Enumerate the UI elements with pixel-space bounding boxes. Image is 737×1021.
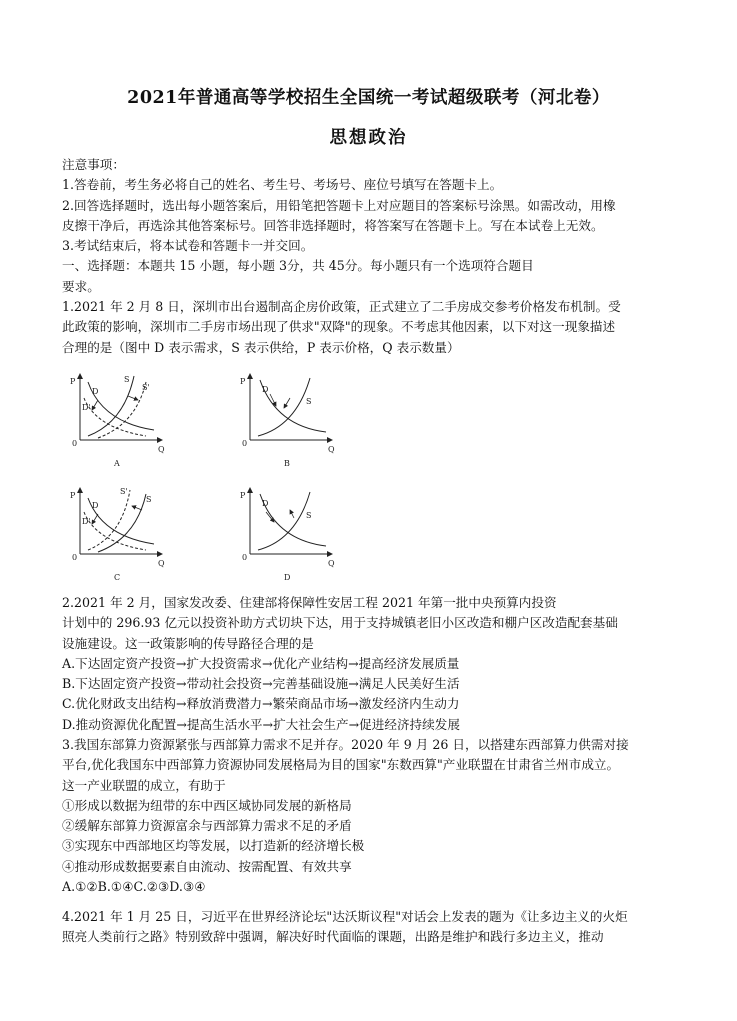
graph-a-shift-arrow (92, 400, 98, 410)
graph-b-origin: 0 (242, 439, 248, 448)
question-3-statement: ④推动形成数据要素自由流动、按需配置、有效共享 (62, 858, 352, 874)
graph-b-p-label: P (240, 377, 246, 386)
question-1-line: 1.2021 年 2 月 8 日，深圳市出台遏制高企房价政策，正式建立了二手房成交参考价格发布机制。受 (62, 299, 621, 315)
graph-d-d-label: D (262, 499, 269, 508)
graph-a-supply-shifted-curve (98, 382, 146, 438)
graph-b-q-label: Q (328, 445, 335, 454)
graph-c-origin: 0 (72, 553, 78, 562)
graph-d-shift-arrow (290, 510, 294, 518)
question-4-line: 照亮人类前行之路》特别致辞中强调，解决好时代面临的课题，出路是维护和践行多边主义，推动 (62, 929, 604, 945)
graph-c-shift-arrow (132, 506, 142, 510)
question-1-line: 合理的是（图中 D 表示需求，S 表示供给，P 表示价格，Q 表示数量） (62, 339, 460, 355)
note-line: 1.答卷前，考生务必将自己的姓名、考生号、考场号、座位号填写在答题卡上。 (62, 177, 503, 193)
question-2-option-d: D.推动资源优化配置→提高生活水平→扩大社会生产→促进经济持续发展 (62, 716, 460, 732)
notes-heading: 注意事项： (62, 157, 125, 172)
question-3-statement: ②缓解东部算力资源富余与西部算力需求不足的矛盾 (62, 818, 352, 834)
graph-a-d2-label: D' (82, 403, 91, 412)
question-2-option-c: C.优化财政支出结构→释放消费潜力→繁荣商品市场→激发经济内生动力 (62, 696, 460, 712)
notes-block (62, 155, 682, 358)
graph-d-option-label: D (284, 573, 291, 582)
note-line: 3.考试结束后，将本试卷和答题卡一并交回。 (62, 238, 314, 254)
question-4 (62, 907, 682, 948)
graph-b-demand-curve (260, 380, 326, 432)
graph-c-q-label: Q (158, 559, 165, 568)
note-line: 皮擦干净后，再选涂其他答案标号。回答非选择题时，将答案写在答题卡上。写在本试卷上无效。 (62, 217, 604, 233)
note-line: 2.回答选择题时，选出每小题答案后，用铅笔把答题卡上对应题目的答案标号涂黑。如需改动，用橡 (62, 197, 616, 213)
question-2-line: 计划中的 296.93 亿元以投资补助方式切块下达，用于支持城镇老旧小区改造和棚户区改造配套基础 (62, 615, 618, 631)
graph-b-s-label: S (306, 397, 312, 406)
graph-d-demand-curve (260, 494, 326, 546)
paper-title: 2021年普通高等学校招生全国统一考试超级联考（河北卷） (127, 88, 610, 108)
subject-title: 思想政治 (329, 128, 408, 148)
graph-b (240, 374, 335, 468)
graph-c-option-label: C (114, 573, 121, 582)
question-2-option-b: B.下达固定资产投资→带动社会投资→完善基础设施→满足人民美好生活 (62, 676, 460, 692)
section-heading: 要求。 (62, 278, 100, 294)
graph-a-shift-arrow (128, 396, 138, 400)
question-2-line: 设施建设。这一政策影响的传导路径合理的是 (62, 635, 314, 651)
question-3-options: A.①②B.①④C.②③D.③④ (62, 879, 206, 895)
question-3-line: 3.我国东部算力资源紧张与西部算力需求不足并存。2020 年 9 月 26 日，以搭建东西部算力供需对接 (62, 737, 629, 752)
question-3-statement: ③实现东中西部地区均等发展，以打造新的经济增长极 (62, 838, 365, 854)
question-1-line: 此政策的影响，深圳市二手房市场出现了供求"双降"的现象。不考虑其他因素，以下对这一现象描述 (62, 319, 616, 335)
q1-graphs (62, 370, 362, 590)
graph-a-s2-label: S' (142, 383, 150, 392)
question-3 (62, 735, 682, 897)
question-3-line: 平台,优化我国东中西部算力资源协同发展格局为目的国家"东数西算"产业联盟在甘肃省兰州市成立。 (62, 757, 620, 773)
graph-a-p-label: P (70, 377, 76, 386)
section-heading: 一、选择题：本题共 15 小题，每小题 3分，共 45分。每小题只有一个选项符合题目 (62, 258, 534, 274)
graph-c (70, 487, 165, 582)
question-4-line: 4.2021 年 1 月 25 日，习近平在世界经济论坛"达沃斯议程"对话会上发表的题为《让多边主义的火炬 (62, 909, 628, 924)
graph-a (70, 374, 165, 468)
graph-d-s-label: S (306, 511, 312, 520)
graph-c-s2-label: S' (120, 487, 128, 496)
graph-a-origin: 0 (72, 439, 78, 448)
graph-c-s-label: S (146, 495, 152, 504)
graph-b-d-label: D (262, 385, 269, 394)
graph-a-d-label: D (92, 387, 99, 396)
graph-d-p-label: P (240, 491, 246, 500)
graph-a-option-label: A (114, 459, 120, 468)
question-2-option-a: A.下达固定资产投资→扩大投资需求→优化产业结构→提高经济发展质量 (62, 655, 460, 671)
question-2-line: 2.2021 年 2 月，国家发改委、住建部将保障性安居工程 2021 年第一批中央预算内投资 (62, 595, 557, 610)
graph-d-origin: 0 (242, 553, 248, 562)
graph-c-d2-label: D' (82, 517, 91, 526)
graph-d (240, 488, 335, 582)
graph-a-q-label: Q (158, 445, 165, 454)
graph-c-p-label: P (70, 491, 76, 500)
q1-graphs-svg (62, 370, 362, 590)
graph-a-supply-curve (88, 376, 134, 436)
graph-b-option-label: B (284, 459, 290, 468)
graph-c-d-label: D (92, 501, 99, 510)
graph-c-shift-arrow (92, 514, 98, 524)
graph-a-s-label: S (124, 375, 130, 384)
graph-d-q-label: Q (328, 559, 335, 568)
question-2 (62, 593, 682, 735)
graph-b-shift-arrow (284, 398, 290, 408)
question-3-line: 这一产业联盟的成立，有助于 (62, 777, 226, 793)
question-3-statement: ①形成以数据为纽带的东中西区域协同发展的新格局 (62, 797, 352, 813)
